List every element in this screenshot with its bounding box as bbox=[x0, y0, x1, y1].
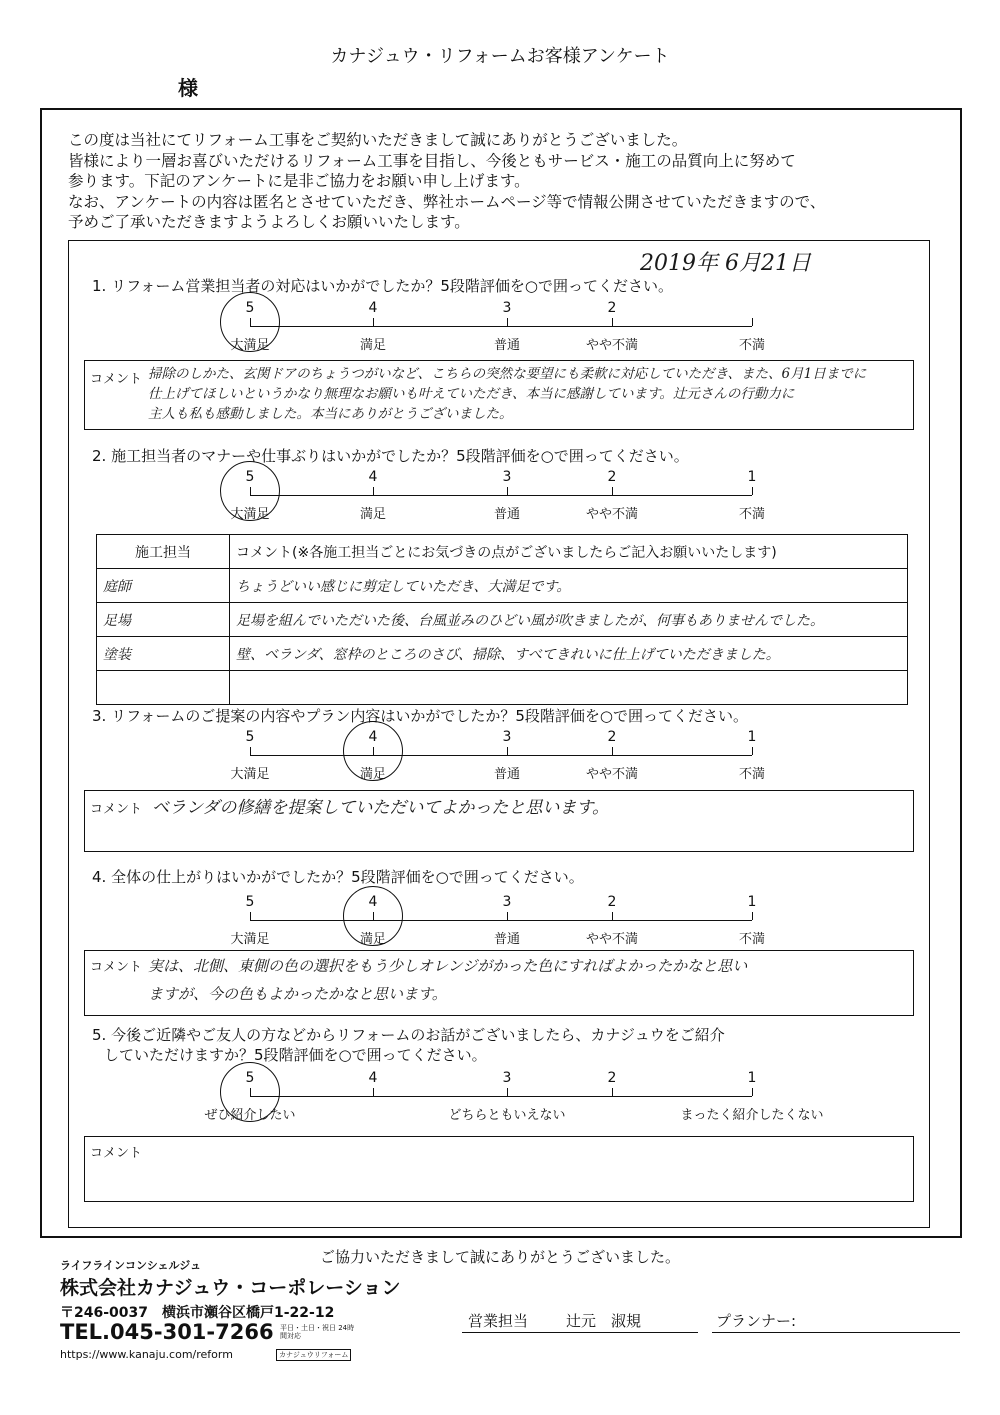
rating-option-5[interactable]: 5 bbox=[245, 300, 255, 316]
rating-option-4[interactable]: 4 bbox=[368, 300, 378, 316]
rating-option-3[interactable]: 3 bbox=[502, 1070, 512, 1086]
staff-comment[interactable]: 足場を組んでいただいた後、台風並みのひどい風が吹きましたが、何事もありませんでした。 bbox=[230, 603, 908, 637]
rating-label: 大満足 bbox=[230, 767, 270, 782]
selected-rating-circle bbox=[220, 1062, 280, 1122]
rating-tick bbox=[612, 912, 613, 920]
selected-rating-circle bbox=[343, 721, 403, 781]
rating-label: 満足 bbox=[359, 507, 387, 522]
question-5-cont: していただけますか？5段階評価を○で囲ってください。 bbox=[104, 1046, 487, 1064]
rating-label: 満足 bbox=[359, 932, 387, 947]
rating-option-2[interactable]: 2 bbox=[607, 469, 617, 485]
rating-label: 不満 bbox=[738, 767, 766, 782]
rating-option-1[interactable]: 1 bbox=[747, 1070, 757, 1086]
comment-text-3[interactable] bbox=[152, 798, 609, 818]
rating-line bbox=[250, 495, 752, 496]
rating-label: 大満足 bbox=[230, 932, 270, 947]
rating-option-2[interactable]: 2 bbox=[607, 729, 617, 745]
rating-label: 大満足 bbox=[230, 338, 270, 353]
staff-role[interactable] bbox=[97, 671, 230, 705]
intro-line: 予めご了承いただきますようよろしくお願いいたします。 bbox=[68, 213, 470, 231]
rating-option-4[interactable]: 4 bbox=[368, 1070, 378, 1086]
rating-label: やや不満 bbox=[585, 932, 639, 947]
staff-role[interactable]: 庭師 bbox=[97, 569, 230, 603]
staff-comment-table bbox=[96, 534, 908, 705]
selected-rating-circle bbox=[220, 292, 280, 352]
rating-option-2[interactable]: 2 bbox=[607, 1070, 617, 1086]
rating-option-1[interactable]: 1 bbox=[747, 894, 757, 910]
company-address: 〒246-0037 横浜市瀬谷区橋戸1-22-12 bbox=[60, 1305, 335, 1321]
survey-date[interactable]: 2019年 6月21日 bbox=[640, 251, 811, 276]
rating-label: 不満 bbox=[738, 932, 766, 947]
company-tel-note: 平日・土日・祝日 24時間対応 bbox=[280, 1324, 355, 1340]
customer-honorific: 様 bbox=[178, 76, 198, 100]
rating-tick bbox=[612, 1088, 613, 1096]
intro-line: この度は当社にてリフォーム工事をご契約いただきまして誠にありがとうございました。 bbox=[68, 131, 688, 149]
thanks-message: ご協力いただきまして誠にありがとうございました。 bbox=[319, 1248, 680, 1266]
rating-tick bbox=[612, 487, 613, 495]
rating-tick bbox=[612, 318, 613, 326]
rating-tick bbox=[612, 747, 613, 755]
comment-label-1: コメント bbox=[90, 372, 143, 387]
rating-tick bbox=[752, 747, 753, 755]
selected-rating-circle bbox=[343, 886, 403, 946]
rating-label: 不満 bbox=[738, 338, 766, 353]
comment-text-4[interactable] bbox=[148, 952, 747, 1008]
rating-option-5[interactable]: 5 bbox=[245, 1070, 255, 1086]
rating-label: 普通 bbox=[493, 507, 521, 522]
company-tel: TEL.045-301-7266 bbox=[60, 1320, 274, 1344]
planner-underline bbox=[712, 1332, 960, 1333]
planner-label: プランナー: bbox=[716, 1312, 797, 1330]
rating-option-2[interactable]: 2 bbox=[607, 300, 617, 316]
rating-option-1[interactable]: 1 bbox=[747, 729, 757, 745]
sales-label: 営業担当 bbox=[468, 1312, 529, 1330]
rating-label: 不満 bbox=[738, 507, 766, 522]
question-5: 5. 今後ご近隣やご友人の方などからリフォームのお話がございましたら、カナジュウをご紹介 bbox=[92, 1026, 725, 1044]
rating-option-1[interactable]: 1 bbox=[747, 469, 757, 485]
rating-label: やや不満 bbox=[585, 507, 639, 522]
selected-rating-circle bbox=[220, 461, 280, 521]
rating-line bbox=[250, 920, 752, 921]
sales-name: 辻元 淑規 bbox=[566, 1312, 642, 1330]
rating-label: まったく紹介したくない bbox=[680, 1108, 824, 1123]
rating-label: どちらともいえない bbox=[448, 1108, 566, 1123]
rating-tick bbox=[752, 1088, 753, 1096]
rating-line bbox=[250, 755, 752, 756]
rating-tick bbox=[752, 487, 753, 495]
rating-tick bbox=[507, 912, 508, 920]
company-badge: カナジュウリフォーム bbox=[276, 1349, 351, 1361]
rating-label: ぜひ紹介したい bbox=[204, 1108, 296, 1123]
comment-label-5: コメント bbox=[90, 1146, 143, 1161]
question-3: 3. リフォームのご提案の内容やプラン内容はいかがでしたか？5段階評価を○で囲ってください。 bbox=[92, 707, 748, 725]
rating-line bbox=[250, 1096, 752, 1097]
rating-option-5[interactable]: 5 bbox=[245, 894, 255, 910]
company-name: 株式会社カナジュウ・コーポレーション bbox=[60, 1277, 401, 1299]
rating-tick bbox=[507, 318, 508, 326]
rating-option-2[interactable]: 2 bbox=[607, 894, 617, 910]
comment-line: ますが、今の色もよかったかなと思います。 bbox=[148, 985, 447, 1003]
rating-tick bbox=[507, 1088, 508, 1096]
comment-line: 主人も私も感動しました。本当にありがとうございました。 bbox=[148, 406, 513, 422]
rating-option-5[interactable]: 5 bbox=[245, 469, 255, 485]
comment-line: 実は、北側、東側の色の選択をもう少しオレンジがかった色にすればよかったかなと思い bbox=[148, 957, 748, 975]
staff-role-header: 施工担当 bbox=[97, 535, 230, 569]
rating-tick bbox=[250, 747, 251, 755]
comment-label-3: コメント bbox=[90, 802, 143, 817]
intro-line: 皆様により一層お喜びいただけるリフォーム工事を目指し、今後ともサービス・施工の品質向上に努めて bbox=[68, 151, 796, 170]
rating-option-3[interactable]: 3 bbox=[502, 894, 512, 910]
rating-label: やや不満 bbox=[585, 767, 639, 782]
question-1: 1. リフォーム営業担当者の対応はいかがでしたか？5段階評価を○で囲ってください。 bbox=[92, 277, 673, 295]
rating-option-4[interactable]: 4 bbox=[368, 729, 378, 745]
rating-tick bbox=[373, 487, 374, 495]
rating-option-4[interactable]: 4 bbox=[368, 894, 378, 910]
rating-option-3[interactable]: 3 bbox=[502, 729, 512, 745]
comment-line: 仕上げてほしいというかなり無理なお願いも叶えていただき、本当に感謝しています。辻元さんの行動力に bbox=[148, 386, 795, 402]
rating-label: 満足 bbox=[359, 767, 387, 782]
rating-line bbox=[250, 326, 752, 327]
question-4: 4. 全体の仕上がりはいかがでしたか？5段階評価を○で囲ってください。 bbox=[92, 868, 584, 886]
intro-line: なお、アンケートの内容は匿名とさせていただき、弊社ホームページ等で情報公開させていただきますので、 bbox=[68, 192, 826, 211]
sales-underline bbox=[462, 1332, 698, 1333]
rating-label: 大満足 bbox=[230, 507, 270, 522]
rating-label: 普通 bbox=[493, 767, 521, 782]
comment-box-5[interactable] bbox=[84, 1136, 914, 1202]
staff-comment[interactable]: ちょうどいい感じに剪定していただき、大満足です。 bbox=[230, 569, 908, 603]
comment-line: 掃除のしかた、玄関ドアのちょうつがいなど、こちらの突然な要望にも柔軟に対応していただき、また、6月1日までに bbox=[148, 366, 867, 382]
comment-label-4: コメント bbox=[90, 960, 143, 975]
comment-line: ベランダの修繕を提案していただいてよかったと思います。 bbox=[152, 798, 609, 818]
company-url[interactable]: https://www.kanaju.com/reform bbox=[60, 1348, 233, 1361]
staff-comment[interactable]: 壁、ベランダ、窓枠のところのさび、掃除、すべてきれいに仕上げていただきました。 bbox=[230, 637, 908, 671]
rating-option-4[interactable]: 4 bbox=[368, 469, 378, 485]
rating-tick bbox=[373, 318, 374, 326]
rating-label: 普通 bbox=[493, 338, 521, 353]
rating-tick bbox=[373, 1088, 374, 1096]
rating-label: 普通 bbox=[493, 932, 521, 947]
staff-role[interactable]: 塗装 bbox=[97, 637, 230, 671]
question-2: 2. 施工担当者のマナーや仕事ぶりはいかがでしたか？5段階評価を○で囲ってください。 bbox=[92, 447, 689, 465]
intro-line: 参ります。下記のアンケートに是非ご協力をお願い申し上げます。 bbox=[68, 172, 530, 190]
staff-comment-header: コメント(※各施工担当ごとにお気づきの点がございましたらご記入お願いいたします) bbox=[230, 535, 908, 569]
comment-text-1[interactable] bbox=[148, 364, 866, 424]
intro-text bbox=[68, 130, 948, 233]
rating-tick bbox=[752, 318, 753, 326]
rating-tick bbox=[752, 912, 753, 920]
rating-option-3[interactable]: 3 bbox=[502, 300, 512, 316]
rating-option-5[interactable]: 5 bbox=[245, 729, 255, 745]
rating-tick bbox=[250, 912, 251, 920]
rating-tick bbox=[507, 487, 508, 495]
staff-role[interactable]: 足場 bbox=[97, 603, 230, 637]
staff-comment[interactable] bbox=[230, 671, 908, 705]
survey-title: カナジュウ・リフォームお客様アンケート bbox=[330, 46, 670, 67]
rating-tick bbox=[507, 747, 508, 755]
rating-option-3[interactable]: 3 bbox=[502, 469, 512, 485]
rating-label: やや不満 bbox=[585, 338, 639, 353]
company-tagline: ライフラインコンシェルジュ bbox=[60, 1259, 202, 1272]
rating-label: 満足 bbox=[359, 338, 387, 353]
